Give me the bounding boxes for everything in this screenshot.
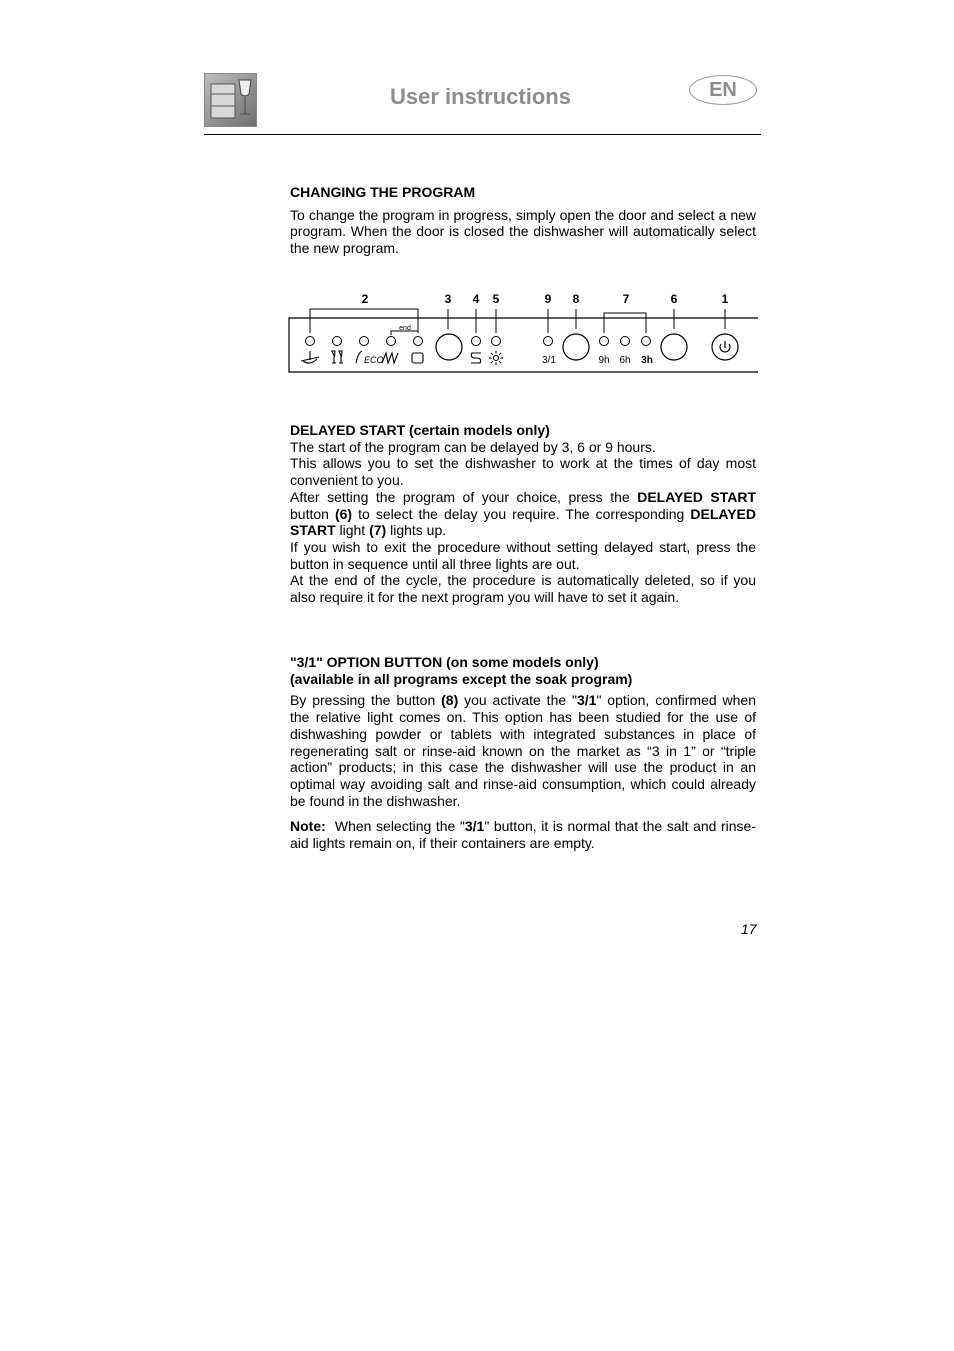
indicator-light xyxy=(306,337,315,346)
delay-9h-light xyxy=(600,337,609,346)
program-button xyxy=(436,334,462,360)
label-5: 5 xyxy=(492,292,500,306)
section-heading: CHANGING THE PROGRAM xyxy=(290,184,476,200)
label-4: 4 xyxy=(472,292,480,306)
paragraph: At the end of the cycle, the procedure is automatically deleted, so if you also require it for the next program you will have to set it again. xyxy=(290,572,756,606)
rinse-aid-light xyxy=(492,337,501,346)
paragraph: If you wish to exit the procedure without setting delayed start, press the button in sequence until all three lights are out. xyxy=(290,538,756,572)
delay-3h-label: 3h xyxy=(641,355,653,366)
rapid-icon xyxy=(412,353,423,363)
option-3-1-label: 3/1 xyxy=(542,355,556,366)
label-9: 9 xyxy=(544,292,552,306)
option-button-section xyxy=(290,654,756,852)
salt-light xyxy=(472,337,481,346)
section-subheading: (available in all programs except the soak program) xyxy=(290,670,633,687)
eco-label: ECO xyxy=(364,355,384,365)
rinse-aid-icon xyxy=(489,351,503,365)
delay-6h-light xyxy=(621,337,630,346)
section-heading: DELAYED START (certain models only) xyxy=(290,422,550,438)
soak-icon xyxy=(301,351,319,363)
page-title: User instructions xyxy=(390,84,571,109)
language-badge: EN xyxy=(689,75,757,105)
section-heading: "3/1" OPTION BUTTON (on some models only) xyxy=(290,654,599,670)
label-6: 6 xyxy=(670,292,678,306)
paragraph: To change the program in progress, simply open the door and select a new program. When the door is closed the dishwasher will automatically select the new program. xyxy=(290,206,756,257)
indicator-light xyxy=(360,337,369,346)
paragraph: After setting the program of your choice, press the DELAYED START button (6) to select the delay you require. The corresponding DELAYED START light (7) lights up. xyxy=(290,488,756,539)
end-label: end xyxy=(399,325,411,332)
delay-3h-light xyxy=(642,337,651,346)
page-number: 17 xyxy=(741,921,757,937)
label-1: 1 xyxy=(721,292,729,306)
power-icon xyxy=(720,341,730,352)
delayed-start-button xyxy=(661,334,687,360)
paragraph: The start of the program can be delayed by 3, 6 or 9 hours. xyxy=(290,438,656,455)
label-7: 7 xyxy=(622,292,630,306)
label-2: 2 xyxy=(361,292,369,306)
delayed-start-section xyxy=(290,422,756,606)
paragraph: This allows you to set the dishwasher to work at the times of day most convenient to you. xyxy=(290,455,756,489)
option-button xyxy=(563,334,589,360)
changing-program-section xyxy=(290,184,756,257)
label-8: 8 xyxy=(572,292,580,306)
indicator-light xyxy=(414,337,423,346)
intensive-icon xyxy=(382,353,398,363)
paragraph: By pressing the button (8) you activate the "3/1" option, confirmed when the relative light comes on. This option has been studied for the use of dishwashing powder or tablets with integrated substances in place of regenerating salt or rinse-aid known on the market as “3 in 1” or “triple action” products; in this case the dishwasher will use the product in an optimal way avoiding salt and rinse-aid consumption, which could already be found in the dishwasher. xyxy=(290,692,756,809)
glasses-icon xyxy=(332,351,343,363)
delay-6h-label: 6h xyxy=(619,355,631,366)
label-3: 3 xyxy=(444,292,452,306)
indicator-light xyxy=(387,337,396,346)
eco-icon xyxy=(356,351,362,363)
salt-icon xyxy=(471,353,481,363)
dishwasher-logo-icon xyxy=(204,73,257,127)
header-divider xyxy=(204,134,761,135)
indicator-light xyxy=(333,337,342,346)
option-light xyxy=(544,337,553,346)
note-paragraph: Note: When selecting the "3/1" button, it is normal that the salt and rinse-aid lights remain on, if their containers are empty. xyxy=(290,818,756,852)
delay-9h-label: 9h xyxy=(598,355,610,366)
control-panel-diagram xyxy=(288,285,760,375)
